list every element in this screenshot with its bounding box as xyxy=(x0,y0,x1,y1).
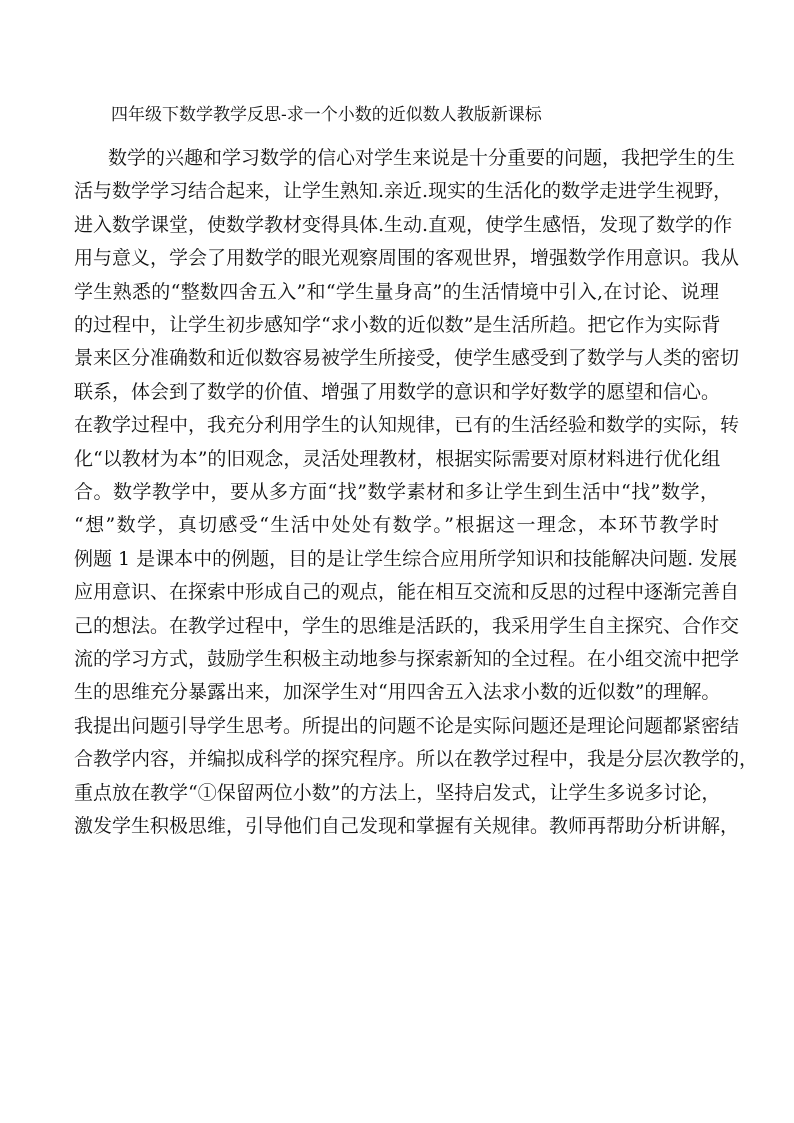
text-line: 流的学习方式，鼓励学生积极主动地参与探索新知的全过程。在小组交流中把学 xyxy=(74,648,740,670)
document-title: 四年级下数学教学反思-求一个小数的近似数人教版新课标 xyxy=(111,105,542,125)
text-line: 学生熟悉的“整数四舍五入”和“学生量身高”的生活情境中引入,在讨论、说理 xyxy=(74,280,719,303)
text-line: “想”数学，真切感受“生活中处处有数学。”根据这一理念，本环节教学时 xyxy=(74,514,719,537)
text-line: 己的想法。在教学过程中，学生的思维是活跃的，我采用学生自主探究、合作交 xyxy=(74,614,740,637)
text-line: 例题 1 是课本中的例题，目的是让学生综合应用所学知识和技能解决问题. 发展 xyxy=(74,547,738,570)
text-line: 联系，体会到了数学的价值、增强了用数学的意识和学好数学的愿望和信心。 xyxy=(74,380,721,403)
text-line: 的过程中，让学生初步感知学“求小数的近似数”是生活所趋。把它作为实际背 xyxy=(74,314,721,336)
text-line: 生的思维充分暴露出来，加深学生对“用四舍五入法求小数的近似数”的理解。 xyxy=(74,681,721,704)
text-line: 用与意义，学会了用数学的眼光观察周围的客观世界，增强数学作用意识。我从 xyxy=(74,247,740,270)
text-line: 进入数学课堂，使数学教材变得具体.生动.直观，使学生感悟，发现了数学的作 xyxy=(74,213,733,236)
text-line: 我提出问题引导学生思考。所提出的问题不论是实际问题还是理论问题都紧密结 xyxy=(74,714,740,737)
text-line: 化“以教材为本”的旧观念，灵活处理教材，根据实际需要对原材料进行优化组 xyxy=(74,447,721,470)
text-line: 应用意识、在探索中形成自己的观点，能在相互交流和反思的过程中逐渐完善自 xyxy=(74,581,740,604)
text-line: 激发学生积极思维，引导他们自己发现和掌握有关规律。教师再帮助分析讲解， xyxy=(74,815,740,837)
text-line: 合。数学教学中，要从多方面“找”数学素材和多让学生到生活中“找”数学， xyxy=(74,481,719,503)
text-line: 重点放在教学“①保留两位小数”的方法上，坚持启发式，让学生多说多讨论， xyxy=(74,781,721,804)
text-line: 数学的兴趣和学习数学的信心对学生来说是十分重要的问题，我把学生的生 xyxy=(108,147,736,169)
text-line: 在教学过程中，我充分利用学生的认知规律，已有的生活经验和数学的实际，转 xyxy=(74,414,740,437)
text-line: 景来区分准确数和近似数容易被学生所接受，使学生感受到了数学与人类的密切 xyxy=(74,347,740,370)
text-line: 合教学内容，并编拟成科学的探究程序。所以在教学过程中，我是分层次教学的， xyxy=(74,748,759,771)
text-line: 活与数学学习结合起来，让学生熟知.亲近.现实的生活化的数学走进学生视野， xyxy=(74,180,733,203)
